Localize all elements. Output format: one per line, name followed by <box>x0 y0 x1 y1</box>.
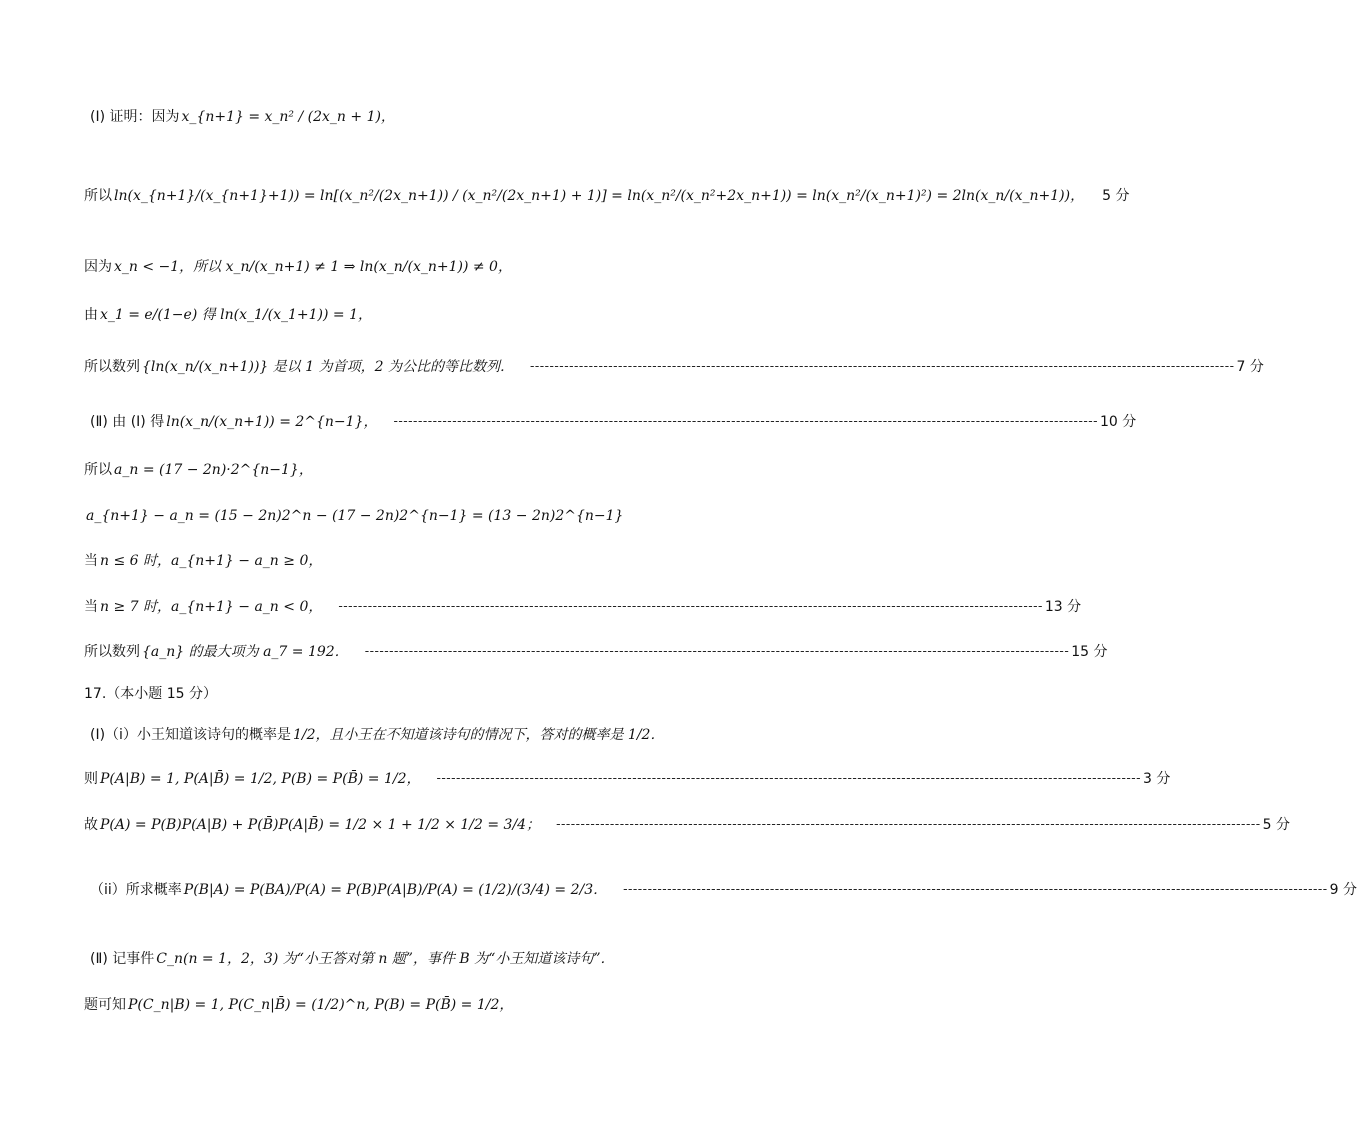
line-5-text: 所以数列 <box>84 359 140 375</box>
line-14-math: P(A|B) = 1, P(A|B̄) = 1/2, P(B) = P(B̄) = 1/2， <box>100 771 421 787</box>
line-10-score: 13 分 <box>1044 599 1082 615</box>
line-18-math: P(C_n|B) = 1, P(C_n|B̄) = (1/2)^n, P(B) = P(B̄) = 1/2， <box>128 997 514 1013</box>
line-6-dash: ------------------------------------------------------------------------------------------------------------------------------------------------ <box>393 413 1099 429</box>
line-18 <box>84 994 734 1014</box>
line-1 <box>90 106 740 126</box>
line-11-score: 15 分 <box>1071 644 1108 660</box>
line-6 <box>90 411 1137 431</box>
line-2-score: 5 分 <box>1102 188 1130 204</box>
line-5-math: {ln(x_n/(x_n+1))} 是以 1 为首项，2 为公比的等比数列． <box>142 359 514 375</box>
line-16-math: P(B|A) = P(BA)/P(A) = P(B)P(A|B)/P(A) = (1/2)/(3/4) = 2/3． <box>183 882 608 898</box>
line-7-text: 所以 <box>84 462 112 478</box>
line-15-math: P(A) = P(B)P(A|B) + P(B̄)P(A|B̄) = 1/2 × 1 + 1/2 × 1/2 = 3/4； <box>100 817 541 833</box>
line-16 <box>90 879 1357 899</box>
line-17 <box>90 948 740 968</box>
line-7-math: a_n = (17 − 2n)·2^{n−1}， <box>114 462 313 478</box>
line-17-math: C_n(n = 1，2，3) 为“小王答对第 n 题”，事件 B 为“小王知道该诗句”． <box>156 951 615 967</box>
line-9 <box>84 550 734 570</box>
line-6-math: ln(x_n/(x_n+1)) = 2^{n−1}， <box>166 414 378 430</box>
line-16-dash: ------------------------------------------------------------------------------------------------------------------------------------------------ <box>623 881 1328 897</box>
line-3-math: x_n < −1，所以 x_n/(x_n+1) ≠ 1 ⇒ ln(x_n/(x_n+1)) ≠ 0， <box>114 259 512 275</box>
line-16-text: （ii）所求概率 <box>90 882 182 898</box>
line-11-text: 所以数列 <box>84 644 140 660</box>
line-18-text: 题可知 <box>84 997 126 1013</box>
line-10 <box>84 596 1082 616</box>
line-2 <box>84 185 1130 205</box>
line-14-dash: ------------------------------------------------------------------------------------------------------------------------------------------------ <box>436 770 1142 786</box>
line-4 <box>84 304 734 324</box>
line-15-text: 故 <box>84 817 98 833</box>
line-17-text: (Ⅱ) 记事件 <box>90 951 155 967</box>
line-8-math: a_{n+1} − a_n = (15 − 2n)2^n − (17 − 2n)2^{n−1} = (13 − 2n)2^{n−1} <box>86 508 624 524</box>
line-14-text: 则 <box>84 771 98 787</box>
line-16-score: 9 分 <box>1329 882 1357 898</box>
line-2-text: 所以 <box>84 188 112 204</box>
line-13 <box>90 724 740 744</box>
line-5-score: 7 分 <box>1236 359 1264 375</box>
line-3 <box>84 256 734 276</box>
line-9-text: 当 <box>84 553 98 569</box>
line-10-dash: ------------------------------------------------------------------------------------------------------------------------------------------------ <box>338 598 1043 614</box>
line-5 <box>84 356 1264 376</box>
line-15-score: 5 分 <box>1262 817 1290 833</box>
line-1-math: x_{n+1} = x_n² / (2x_n + 1)， <box>181 109 395 125</box>
line-6-score: 10 分 <box>1100 414 1137 430</box>
line-13-text: (Ⅰ)（i）小王知道该诗句的概率是 <box>90 727 291 743</box>
line-11 <box>84 641 1108 661</box>
line-1-text: (Ⅰ) 证明：因为 <box>90 109 180 125</box>
line-12-text: 17.（本小题 15 分） <box>84 686 217 702</box>
line-9-math: n ≤ 6 时，a_{n+1} − a_n ≥ 0， <box>100 553 323 569</box>
line-14 <box>84 768 1171 788</box>
line-3-text: 因为 <box>84 259 112 275</box>
line-7 <box>84 459 734 479</box>
line-4-text: 由 <box>84 307 98 323</box>
line-6-text: (Ⅱ) 由 (Ⅰ) 得 <box>90 414 165 430</box>
line-12 <box>84 683 734 703</box>
line-11-math: {a_n} 的最大项为 a_7 = 192． <box>142 644 349 660</box>
line-15-dash: ------------------------------------------------------------------------------------------------------------------------------------------------ <box>556 816 1261 832</box>
line-4-math: x_1 = e/(1−e) 得 ln(x_1/(x_1+1)) = 1， <box>100 307 373 323</box>
line-5-dash: ------------------------------------------------------------------------------------------------------------------------------------------------ <box>529 358 1235 374</box>
line-8 <box>84 508 734 524</box>
line-15 <box>84 814 1290 834</box>
line-14-score: 3 分 <box>1143 771 1171 787</box>
line-11-dash: ------------------------------------------------------------------------------------------------------------------------------------------------ <box>364 643 1070 659</box>
line-2-math: ln(x_{n+1}/(x_{n+1}+1)) = ln[(x_n²/(2x_n+1)) / (x_n²/(2x_n+1) + 1)] = ln(x_n²/(x_n²+2x_n+1)) = ln(x_n²/(x_n+1)²) = 2ln(x_n/(x_n+1))， <box>114 188 1085 204</box>
line-13-math: 1/2，且小王在不知道该诗句的情况下，答对的概率是 1/2． <box>292 727 665 743</box>
line-10-math: n ≥ 7 时，a_{n+1} − a_n < 0， <box>100 599 323 615</box>
line-10-text: 当 <box>84 599 98 615</box>
